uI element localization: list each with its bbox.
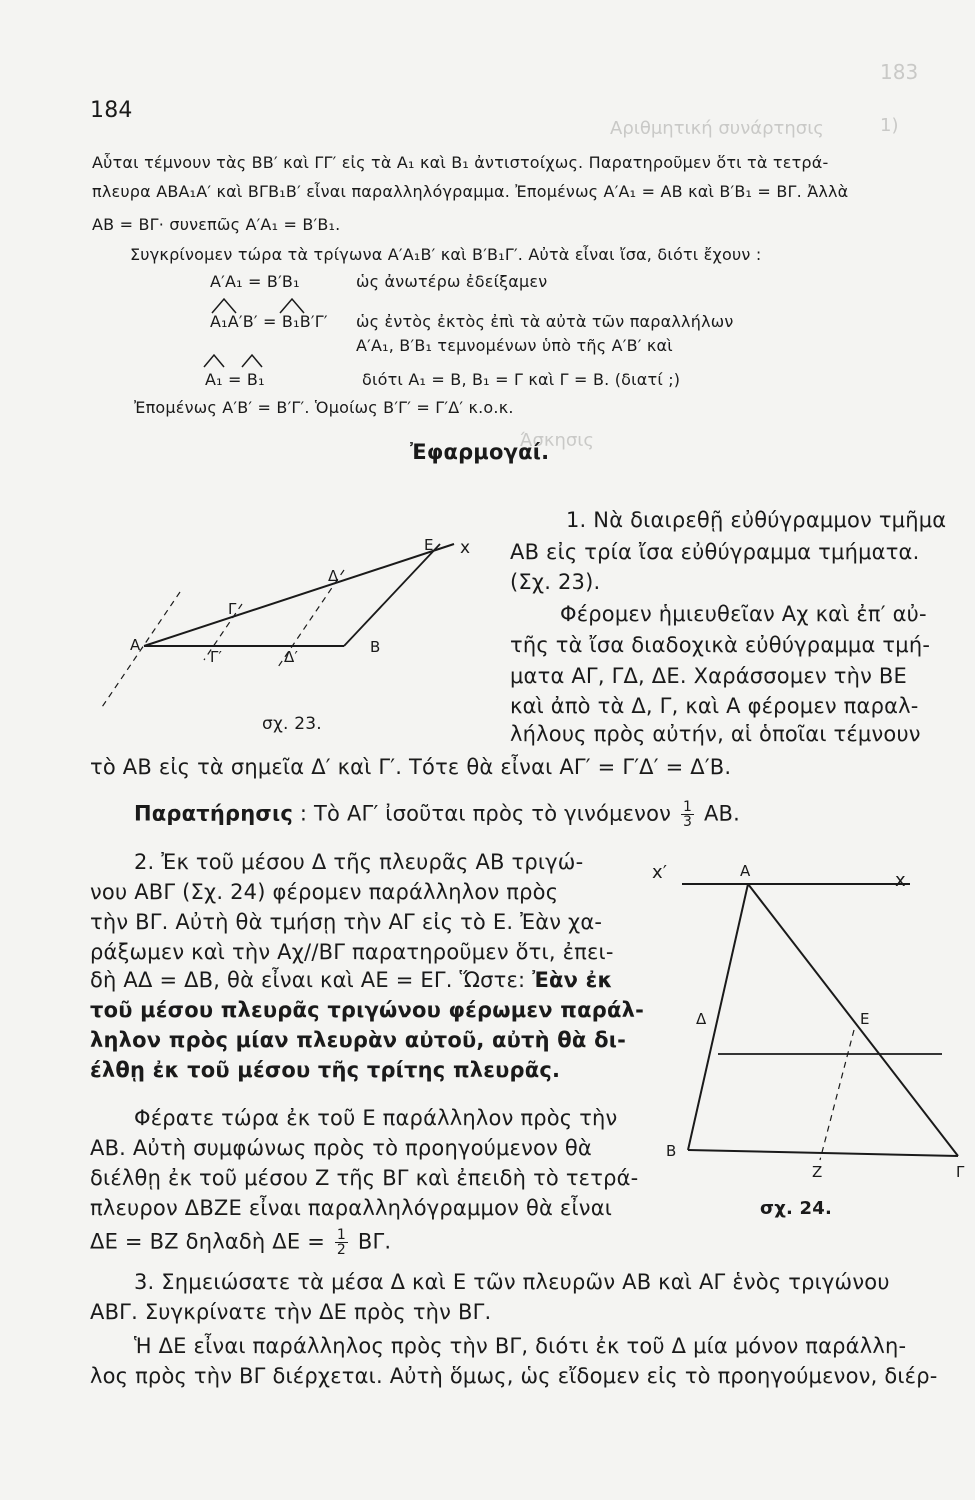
section-heading: Ἐφαρμογαί. [410, 440, 550, 464]
proof-line: Συγκρίνομεν τώρα τὰ τρίγωνα Α′Α₁Β′ καὶ Β′Β₁Γ′. Αὐτὰ εἶναι ἴσα, διότι ἔχουν : [130, 245, 762, 264]
figure-label-Z: Ζ [812, 1163, 823, 1181]
figure-label-D: Δ [328, 567, 339, 585]
exercise-3-line: ΑΒΓ. Συγκρίνατε τὴν ΔΕ πρὸς τὴν ΒΓ. [90, 1300, 492, 1324]
congruence-right: ὡς ἐντὸς ἐκτὸς ἐπὶ τὰ αὐτὰ τῶν παραλλήλων [356, 312, 734, 331]
exercise-2-line: ράξωμεν καὶ τὴν Αχ//ΒΓ παρατηροῦμεν ὅτι, ἐπει- [90, 940, 614, 964]
side-AG [748, 884, 958, 1156]
exercise-3-line: Ἡ ΔΕ εἶναι παράλληλος πρὸς τὴν ΒΓ, διότι ἐκ τοῦ Δ μία μόνον παράλλη- [134, 1334, 907, 1358]
figure-label-G: Γ [228, 600, 237, 618]
exercise-2-theorem: τοῦ μέσου πλευρᾶς τριγώνου φέρωμεν παράλ- [90, 998, 644, 1022]
page-number: 184 [90, 98, 133, 123]
congruence-left: Α′Α₁ = Β′Β₁ [210, 272, 300, 291]
remark-text: : Τὸ ΑΓ′ ἰσοῦται πρὸς τὸ γινόμενον [299, 801, 672, 826]
segment-BE [344, 544, 440, 646]
figure-label-Gprime: Γ′ [210, 648, 223, 666]
bleed-through-text: Άσκησις [520, 430, 594, 451]
exercise-2-line: διέλθῃ ἐκ τοῦ μέσου Ζ τῆς ΒΓ καὶ ἐπειδὴ τὸ τετρά- [90, 1166, 639, 1190]
figure-label-Dprime: Δ′ [284, 648, 299, 666]
congruence-left: Α₁ = Β₁ [205, 370, 265, 389]
exercise-1-line: τῆς τὰ ἴσα διαδοχικὰ εὐθύγραμμα τμή- [510, 633, 931, 657]
remark-end: ΑΒ. [703, 801, 741, 826]
exercise-1-line: ΑΒ εἰς τρία ἴσα εὐθύγραμμα τμήματα. [510, 540, 920, 564]
figure-label-E: Ε [424, 536, 434, 554]
figure-24 [670, 860, 970, 1190]
exercise-2-theorem: έλθῃ ἐκ τοῦ μέσου τῆς τρίτης πλευρᾶς. [90, 1058, 561, 1082]
figure-label-x: x [460, 538, 471, 558]
remark-label: Παρατήρησις [134, 801, 293, 826]
exercise-1-line: τὸ ΑΒ εἰς τὰ σημεῖα Δ′ καὶ Γ′. Τότε θὰ εἶναι ΑΓ′ = Γ′Δ′ = Δ′Β. [90, 755, 732, 779]
exercise-2-line: νου ΑΒΓ (Σχ. 24) φέρομεν παράλληλον πρὸς [90, 880, 559, 904]
exercise-2-line: πλευρον ΔΒΖΕ εἶναι παραλληλόγραμμον θὰ εἶναι [90, 1196, 613, 1220]
fraction-one-half: $\frac{1}{2}$ [336, 1227, 347, 1258]
congruence-right: διότι Α₁ = Β, Β₁ = Γ καὶ Γ = Β. (διατί ;) [362, 370, 681, 389]
exercise-1-line: 1. Νὰ διαιρεθῇ εὐθύγραμμον τμῆμα [566, 508, 947, 532]
figure-caption: σχ. 23. [262, 714, 322, 734]
figure-label-D: Δ [696, 1010, 707, 1028]
congruence-right: ὡς ἀνωτέρω ἐδείξαμεν [356, 272, 548, 291]
figure-label-xprime: x′ [652, 862, 668, 883]
figure-23 [90, 530, 470, 730]
figure-label-E: Ε [860, 1010, 870, 1028]
exercise-2-line: Φέρατε τώρα ἐκ τοῦ Ε παράλληλον πρὸς τὴν [134, 1106, 618, 1130]
exercise-1-line: καὶ ἀπὸ τὰ Δ, Γ, καὶ Α φέρομεν παραλ- [510, 694, 919, 718]
exercise-1-line: ματα ΑΓ, ΓΔ, ΔΕ. Χαράσσομεν τὴν ΒΕ [510, 664, 908, 688]
congruence-cont: Α′Α₁, Β′Β₁ τεμνομένων ὑπὸ τῆς Α′Β′ καὶ [356, 336, 673, 355]
figure-label-A: Α [130, 636, 141, 654]
proof-line: Αὗται τέμνουν τὰς ΒΒ′ καὶ ΓΓ′ εἰς τὰ A₁ καὶ B₁ ἀντιστοίχως. Παρατηροῦμεν ὅτι τὰ τετρά- [92, 153, 829, 172]
bleed-through-text: Αριθμητική συνάρτησις [610, 118, 824, 139]
figure-label-B: Β [666, 1142, 677, 1160]
fraction-one-third: $\frac{1}{3}$ [682, 799, 693, 830]
exercise-2-line: ΑΒ. Αὐτὴ συμφώνως πρὸς τὸ προηγούμενον θὰ [90, 1136, 592, 1160]
exercise-2-theorem: ληλον πρὸς μίαν πλευρὰν αὐτοῦ, αὐτὴ θὰ δι- [90, 1028, 626, 1052]
figure-caption: σχ. 24. [760, 1198, 833, 1219]
exercise-2-line: τὴν ΒΓ. Αὐτὴ θὰ τμήσῃ τὴν ΑΓ εἰς τὸ Ε. Ἐὰν χα- [90, 910, 603, 934]
line-EZ [820, 1030, 854, 1160]
figure-label-A: Α [740, 862, 751, 880]
proof-conclusion: Ἐπομένως Α′Β′ = Β′Γ′. Ὁμοίως Β′Γ′ = Γ′Δ′ κ.ο.κ. [134, 398, 514, 417]
figure-label-G: Γ [956, 1163, 965, 1181]
exercise-2-line: δὴ ΑΔ = ΔΒ, θὰ εἶναι καὶ ΑΕ = ΕΓ. Ὥστε: Ἐὰν ἐκ [90, 968, 613, 992]
exercise-3-line: 3. Σημειώσατε τὰ μέσα Δ καὶ Ε τῶν πλευρῶν ΑΒ καὶ ΑΓ ἑνὸς τριγώνου [134, 1270, 890, 1294]
proof-line: πλευρα ΑΒΑ₁Α′ καὶ ΒΓΒ₁Β′ εἶναι παραλληλόγραμμα. Ἐπομένως Α′Α₁ = ΑΒ καὶ Β′Β₁ = ΒΓ. Ἀλλὰ [92, 182, 849, 201]
figure-label-B: Β [370, 638, 381, 656]
proof-line: ΑΒ = ΒΓ· συνεπῶς Α′Α₁ = Β′Β₁. [92, 215, 341, 234]
exercise-1-line: Φέρομεν ἡμιευθεῖαν Αχ καὶ ἐπ′ αὐ- [560, 602, 927, 626]
exercise-2-line: ΔΕ = ΒΖ δηλαδὴ ΔΕ = $\frac{1}{2}$ ΒΓ. [90, 1227, 392, 1258]
congruence-left: Α₁Α′Β′ = Β₁Β′Γ′ [210, 312, 328, 331]
figure-label-x: x [895, 870, 906, 891]
angle-hat-marks [200, 295, 600, 375]
exercise-1-line: (Σχ. 23). [510, 570, 601, 594]
exercise-2-line: 2. Ἐκ τοῦ μέσου Δ τῆς πλευρᾶς ΑΒ τριγώ- [134, 850, 584, 874]
bleed-through-page-number: 183 [880, 60, 919, 84]
bleed-through-text: 1) [880, 115, 899, 136]
remark [134, 800, 740, 829]
exercise-3-line: λος πρὸς τὴν ΒΓ διέρχεται. Αὐτὴ ὅμως, ὡς εἴδομεν εἰς τὸ προηγούμενον, διέρ- [90, 1364, 938, 1388]
exercise-1-line: λήλους πρὸς αὐτήν, αἱ ὁποῖαι τέμνουν [510, 722, 921, 746]
ray-Ax [144, 544, 454, 646]
